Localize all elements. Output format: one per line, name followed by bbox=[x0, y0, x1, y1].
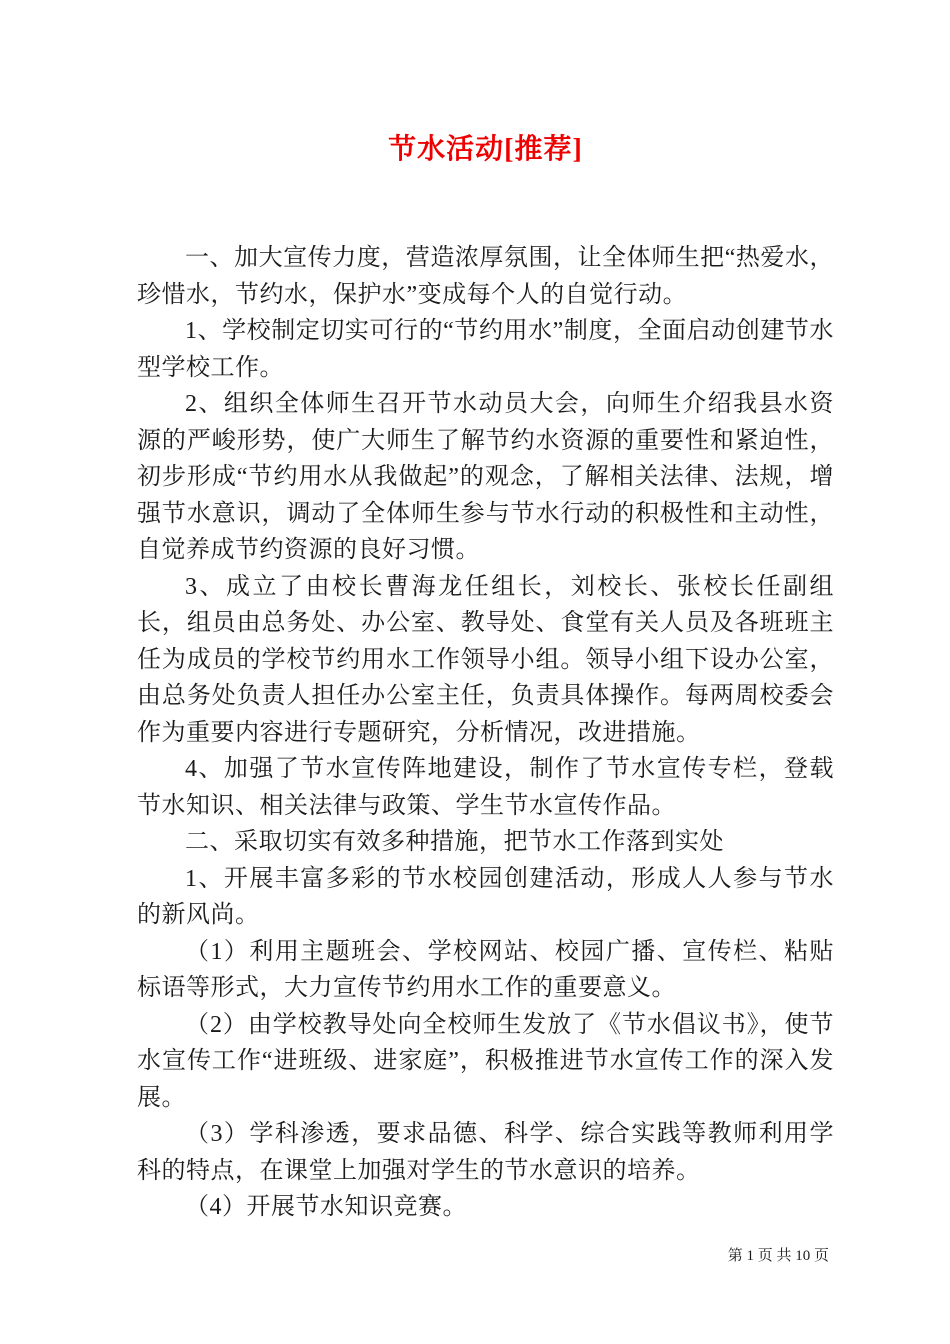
paragraph: （4）开展节水知识竞赛。 bbox=[185, 1194, 467, 1220]
paragraph: （1）利用主题班会、学校网站、校园广播、宣传栏、粘贴标语等形式，大力宣传节约用水工作的重要意义。 bbox=[137, 938, 834, 1001]
paragraph: （2）由学校教导处向全校师生发放了《节水倡议书》，使节水宣传工作“进班级、进家庭”，积极推进节水宣传工作的深入发展。 bbox=[137, 1011, 834, 1111]
paragraph: 一、加大宣传力度，营造浓厚氛围，让全体师生把“热爱水，珍惜水，节约水，保护水”变成每个人的自觉行动。 bbox=[137, 245, 834, 308]
document-title: 节水活动[推荐] bbox=[388, 134, 583, 165]
paragraph: 4、加强了节水宣传阵地建设，制作了节水宣传专栏，登载节水知识、相关法律与政策、学生节水宣传作品。 bbox=[137, 756, 834, 819]
paragraph: （3）学科渗透，要求品德、科学、综合实践等教师利用学科的特点，在课堂上加强对学生的节水意识的培养。 bbox=[137, 1121, 834, 1184]
paragraph: 1、开展丰富多彩的节水校园创建活动，形成人人参与节水的新风尚。 bbox=[137, 865, 834, 928]
document-body bbox=[137, 240, 834, 1226]
page-number: 第 1 页 共 10 页 bbox=[727, 1248, 829, 1264]
paragraph: 1、学校制定切实可行的“节约用水”制度，全面启动创建节水型学校工作。 bbox=[137, 318, 834, 381]
paragraph: 二、采取切实有效多种措施，把节水工作落到实处 bbox=[185, 829, 724, 855]
paragraph: 2、组织全体师生召开节水动员大会，向师生介绍我县水资源的严峻形势，使广大师生了解节约水资源的重要性和紧迫性，初步形成“节约用水从我做起”的观念，了解相关法律、法规，增强节水意识，调动了全体师生参与节水行动的积极性和主动性，自觉养成节约资源的良好习惯。 bbox=[137, 391, 834, 563]
paragraph: 3、成立了由校长曹海龙任组长，刘校长、张校长任副组长，组员由总务处、办公室、教导处、食堂有关人员及各班班主任为成员的学校节约用水工作领导小组。领导小组下设办公室，由总务处负责人担任办公室主任，负责具体操作。每两周校委会作为重要内容进行专题研究，分析情况，改进措施。 bbox=[137, 573, 834, 746]
